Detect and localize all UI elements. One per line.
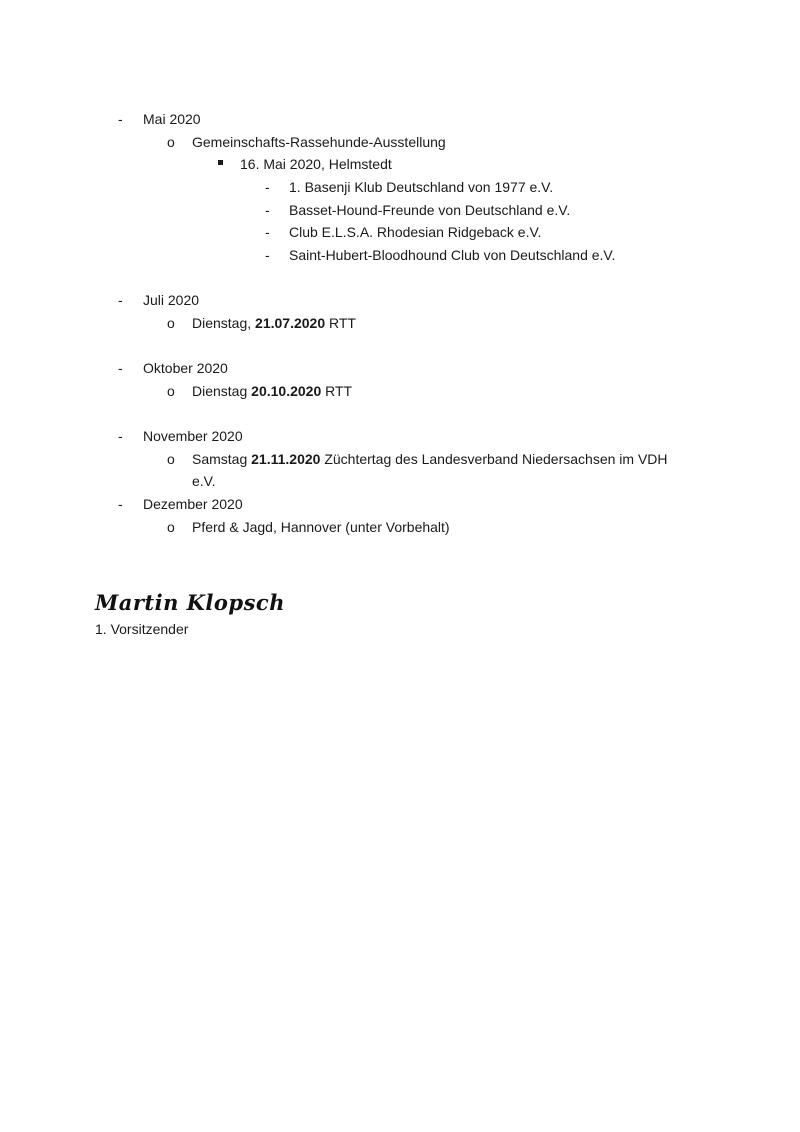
signature-name: Martin Klopsch: [95, 590, 285, 615]
circle-bullet: o: [167, 451, 175, 467]
event-may: Gemeinschafts-Rassehunde-Ausstellung: [192, 134, 446, 150]
event-date-place: 16. Mai 2020, Helmstedt: [240, 156, 392, 172]
club-item: Basset-Hound-Freunde von Deutschland e.V.: [289, 202, 571, 218]
square-bullet: [218, 160, 223, 165]
month-heading-may: Mai 2020: [143, 111, 201, 127]
dash-bullet: -: [118, 292, 123, 308]
dash-bullet: -: [265, 179, 270, 195]
signature-role: 1. Vorsitzender: [95, 621, 189, 637]
dash-bullet: -: [118, 111, 123, 127]
dash-bullet: -: [265, 202, 270, 218]
dash-bullet: -: [118, 428, 123, 444]
event-date: 21.11.2020: [251, 451, 321, 467]
dash-bullet: -: [265, 247, 270, 263]
dash-bullet: -: [118, 360, 123, 376]
event-december: Pferd & Jagd, Hannover (unter Vorbehalt): [192, 519, 450, 535]
month-heading-july: Juli 2020: [143, 292, 200, 308]
circle-bullet: o: [167, 134, 175, 150]
circle-bullet: o: [167, 519, 175, 535]
month-heading-november: November 2020: [143, 428, 243, 444]
event-october: Dienstag 20.10.2020 RTT: [192, 383, 353, 399]
club-item: 1. Basenji Klub Deutschland von 1977 e.V.: [289, 179, 554, 195]
club-item: Saint-Hubert-Bloodhound Club von Deutschland e.V.: [289, 247, 616, 263]
circle-bullet: o: [167, 383, 175, 399]
club-item: Club E.L.S.A. Rhodesian Ridgeback e.V.: [289, 224, 542, 240]
event-date: 20.10.2020: [251, 383, 322, 399]
event-july: Dienstag, 21.07.2020 RTT: [192, 315, 356, 331]
event-november-continuation: e.V.: [192, 473, 216, 489]
dash-bullet: -: [265, 224, 270, 240]
event-november: Samstag 21.11.2020 Züchtertag des Landesverband Niedersachsen im VDH: [192, 451, 668, 467]
event-date: 21.07.2020: [255, 315, 326, 331]
month-heading-december: Dezember 2020: [143, 496, 243, 512]
month-heading-october: Oktober 2020: [143, 360, 228, 376]
circle-bullet: o: [167, 315, 175, 331]
dash-bullet: -: [118, 496, 123, 512]
